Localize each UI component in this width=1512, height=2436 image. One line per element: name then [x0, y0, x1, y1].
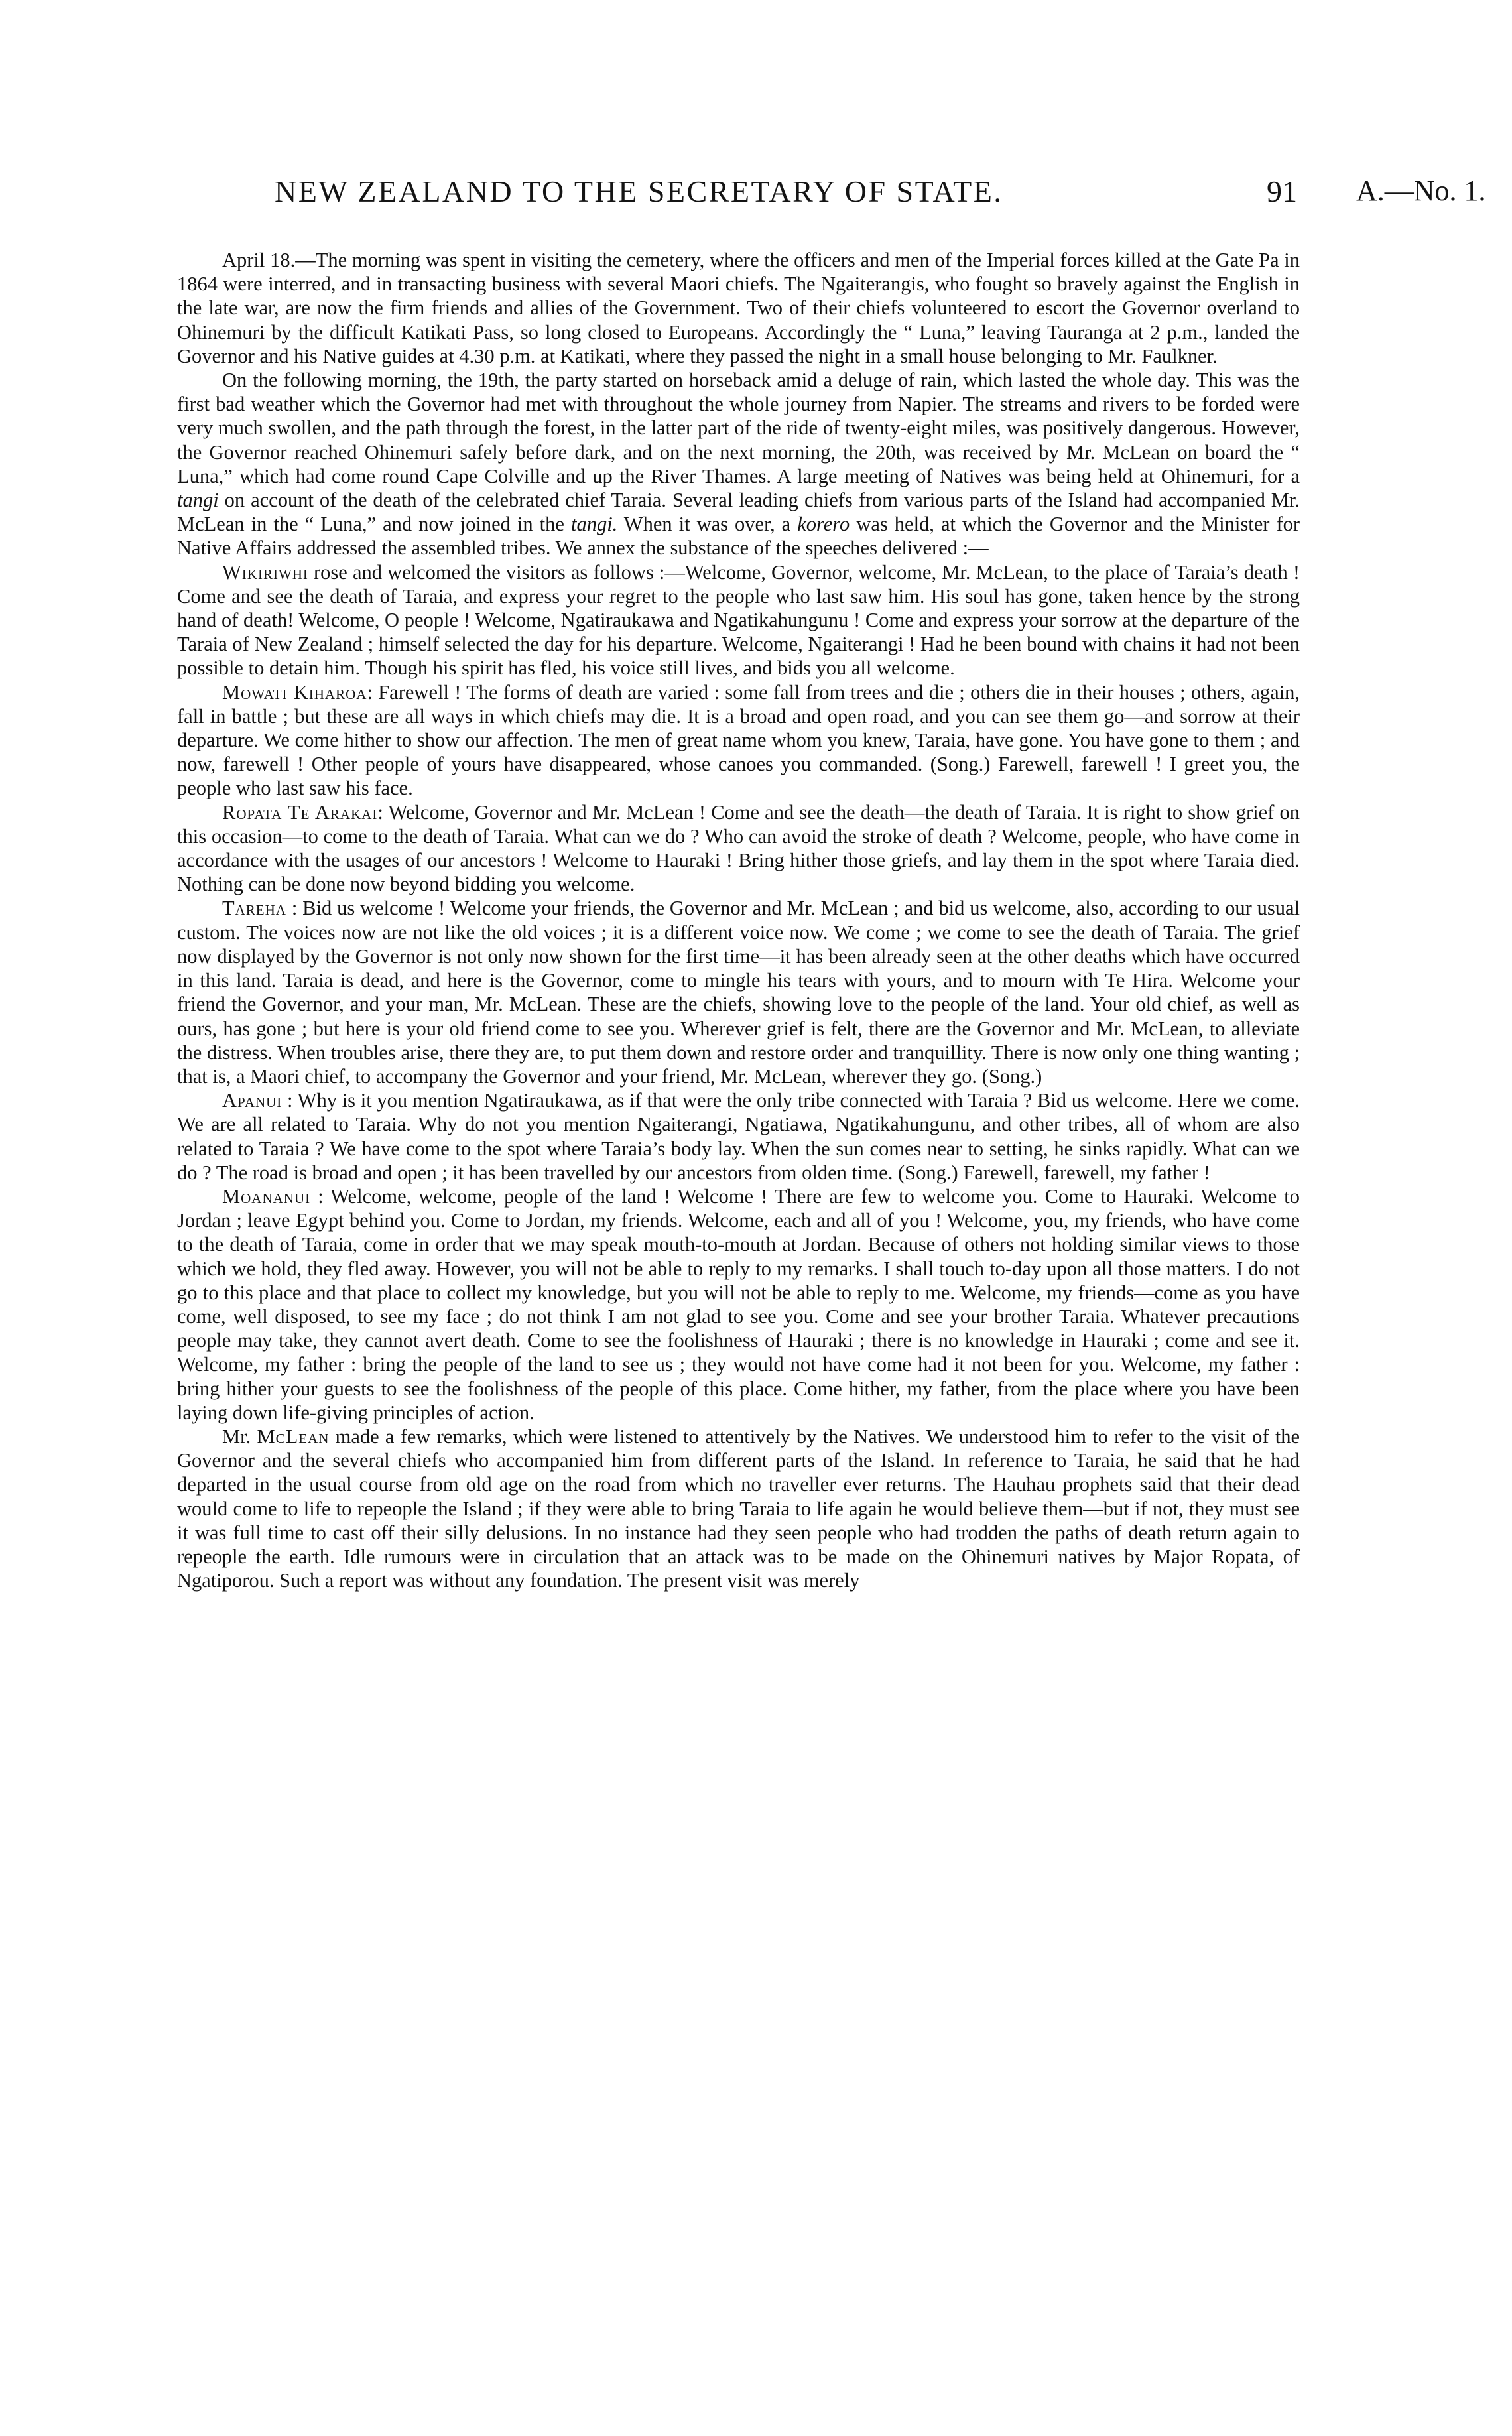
speech-apanui [177, 1088, 1300, 1185]
paragraph-journey [177, 368, 1300, 560]
speech-text: : Why is it you mention Ngatiraukawa, as if that were the only tribe connected with Taraia ? Bid us welcome. Here we come. We are all related to Taraia. Why do not you mention Ngaiterangi, Ngatiawa, Ngatikahungunu, and other tribes, all of whom are also related to Taraia ? We have come to the spot where Taraia’s body lay. When the sun comes near to setting, he sinks rapidly. What can we do ? The road is broad and open ; it has been travelled by our ancestors from olden time. (Song.) Farewell, farewell, my father ! [177, 1089, 1300, 1184]
running-title: NEW ZEALAND TO THE SECRETARY OF STATE. [275, 174, 1003, 208]
speech-ropata-te-arakai [177, 801, 1300, 897]
speech-tareha [177, 896, 1300, 1088]
speaker-name: Moananui [222, 1185, 311, 1208]
paragraph-text: On the following morning, the 19th, the party started on horseback amid a deluge of rain, which lasted the whole day. This was the first bad weather which the Governor had met with throughout the whole journey from Napier. The streams and rivers to be forded were very much swollen, and the path through the forest, in the latter part of the ride of twenty-eight miles, was positively dangerous. However, the Governor reached Ohinemuri safely before dark, and on the next morning, the 20th, was received by Mr. McLean on board the “ Luna,” which had come round Cape Colville and up the River Thames. A large meeting of Natives was being held at Ohinemuri, for a [177, 369, 1300, 487]
paragraph-text: When it was over, a [617, 513, 798, 536]
speaker-name: Tareha [222, 897, 286, 920]
speaker-name: Ropata Te Arakai [222, 801, 378, 824]
italic-term: korero [797, 513, 850, 536]
speech-mclean [177, 1425, 1300, 1592]
document-reference: A.—No. 1. [1356, 174, 1486, 207]
speech-text: : Bid us welcome ! Welcome your friends, the Governor and Mr. McLean ; and bid us welcome, also, according to our usual custom. The voices now are not like the old voices ; it is a different voice now. We come ; we come to see the death of Taraia. The grief now displayed by the Governor is not only now shown for the first time—it has been already seen at the other deaths which have occurred in this land. Taraia is dead, and here is the Governor, come to mingle his tears with yours, and to mourn with Te Hira. Welcome your friend the Governor, and your man, Mr. McLean. These are the chiefs, showing love to the people of the land. Your old chief, as well as ours, has gone ; but here is your old friend come to see you. Wherever grief is felt, there are the Governor and Mr. McLean, to alleviate the distress. When troubles arise, there they are, to put them down and restore order and tranquillity. There is now only one thing wanting ; that is, a Maori chief, to accompany the Governor and your friend, Mr. McLean, wherever they go. (Song.) [177, 897, 1300, 1088]
paragraph-text: was held, at which the Governor and the Minister for Native Affairs addressed the assembled tribes. We annex the substance of the speeches delivered :— [177, 513, 1300, 560]
speech-mowati-kiharoa [177, 680, 1300, 801]
page-number: 91 [1267, 174, 1297, 208]
speech-moananui [177, 1185, 1300, 1425]
speech-text: made a few remarks, which were listened to attentively by the Natives. We understood him to refer to the visit of the Governor and the several chiefs who accompanied him from different parts of the Island. In reference to Taraia, he said that he had departed in the usual course from old age on the road from which no traveller ever returns. The Hauhau prophets said that their dead would come to life to repeople the Island ; if they were able to bring Taraia to life again he would believe them—but if not, they must see it was full time to cast off their silly delusions. In no instance had they seen people who had trodden the paths of death return again to repeople the earth. Idle rumours were in circulation that an attack was to be made on the Ohinemuri natives by Major Ropata, of Ngatiporou. Such a report was without any foundation. The present visit was merely [177, 1425, 1300, 1592]
body-text [177, 248, 1300, 1592]
running-header [0, 174, 1512, 214]
paragraph-april-18 [177, 248, 1300, 368]
speech-text: : Welcome, welcome, people of the land ! Welcome ! There are few to welcome you. Come to Hauraki. Welcome to Jordan ; leave Egypt behind you. Come to Jordan, my friends. Welcome, each and all of you ! Welcome, you, my friends, who have come to the death of Taraia, come in order that we may speak mouth-to-mouth at Jordan. Because of others not holding similar views to those which we hold, they fled away. However, you will not be able to reply to my remarks. I shall touch to-day upon all those matters. I do not go to this place and that place to collect my knowledge, but you will not be able to reply to me. Welcome, my friends—come as you have come, well disposed, to see my face ; do not think I am not glad to see you. Come and see your brother Taraia. Whatever precautions people may take, they cannot avert death. Come to see the foolishness of Hauraki ; there is no knowledge in Hauraki ; come and see it. Welcome, my father : bring the people of the land to see us ; they would not have come had it not been for you. Welcome, my father : bring hither your guests to see the foolishness of the people of this place. Come hither, my father, from the place where you have been laying down life-giving principles of action. [177, 1185, 1300, 1424]
speech-text: rose and welcomed the visitors as follows :—Welcome, Governor, welcome, Mr. McLean, to the place of Taraia’s death ! Come and see the death of Taraia, and express your regret to the people who last saw him. His soul has gone, taken hence by the strong hand of death! Welcome, O people ! Welcome, Ngatiraukawa and Ngatikahungunu ! Come and express your sorrow at the departure of the Taraia of New Zealand ; himself selected the day for his departure. Welcome, Ngaiterangi ! Had he been bound with chains it had not been possible to detain him. Though his spirit has fled, his voice still lives, and bids you all welcome. [177, 560, 1300, 680]
paragraph-text: April 18.—The morning was spent in visiting the cemetery, where the officers and men of the Imperial forces killed at the Gate Pa in 1864 were interred, and in transacting business with several Maori chiefs. The Ngaiterangis, who fought so bravely against the English in the late war, are now the firm friends and allies of the Government. Two of their chiefs volunteered to escort the Governor overland to Ohinemuri by the difficult Katikati Pass, so long closed to Europeans. Accordingly the “ Luna,” leaving Tauranga at 2 p.m., landed the Governor and his Native guides at 4.30 p.m. at Katikati, where they passed the night in a small house belonging to Mr. Faulkner. [177, 249, 1300, 367]
speech-text: : Farewell ! The forms of death are varied : some fall from trees and die ; others die in their houses ; others, again, fall in battle ; but these are all ways in which chiefs may die. It is a broad and open road, and you can see them go—and sorrow at their departure. We come hither to show our affection. The men of great name whom you knew, Taraia, have gone. You have gone to them ; and now, farewell ! Other people of yours have disappeared, whose canoes you commanded. (Song.) Farewell, farewell ! I greet you, the people who last saw his face. [177, 680, 1300, 800]
paragraph-text: on account of the death of the celebrated chief Taraia. Several leading chiefs from various parts of the Island had accompanied Mr. McLean in the “ Luna,” and now joined in the [177, 489, 1300, 536]
speaker-prefix: Mr. [222, 1425, 257, 1448]
italic-term: tangi. [570, 513, 618, 536]
speaker-name: Mowati Kiharoa [222, 680, 367, 704]
speaker-name: Wikiriwhi [222, 560, 308, 584]
italic-term: tangi [177, 489, 219, 512]
speech-wikiriwhi [177, 560, 1300, 680]
speech-text: : Welcome, Governor and Mr. McLean ! Come and see the death—the death of Taraia. It is right to show grief on this occasion—to come to the death of Taraia. What can we do ? Who can avoid the stroke of death ? Welcome, people, who have come in accordance with the usages of our ancestors ! Welcome to Hauraki ! Bring hither those griefs, and lay them in the spot where Taraia died. Nothing can be done now beyond bidding you welcome. [177, 801, 1300, 896]
speaker-name: Apanui [222, 1089, 283, 1112]
speaker-name: McLean [257, 1425, 330, 1448]
